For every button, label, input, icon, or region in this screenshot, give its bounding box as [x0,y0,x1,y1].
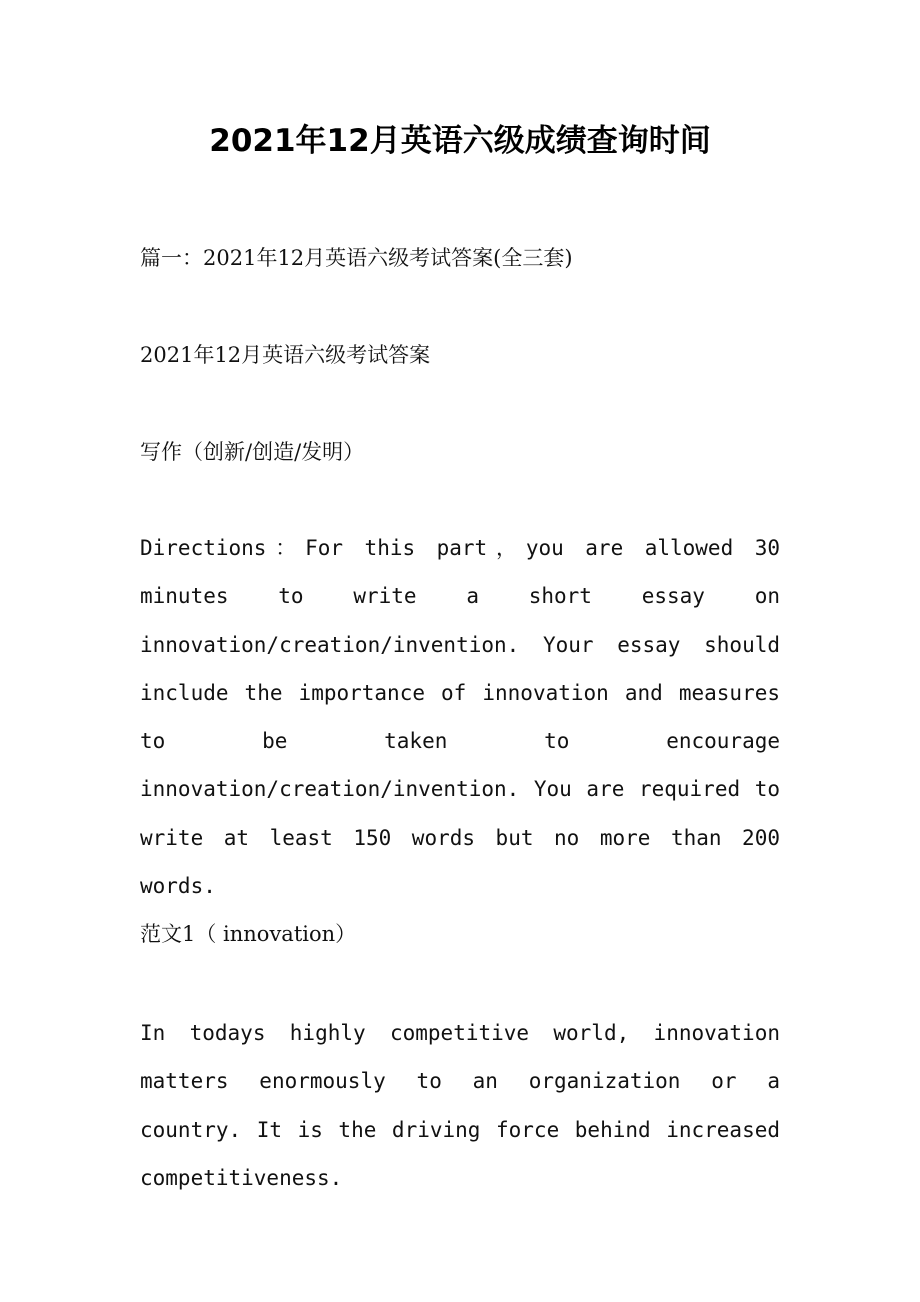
sample-essay-heading: 范文1（ innovation） [140,922,357,946]
answers-subheading: 2021年12月英语六级考试答案 [140,343,431,367]
document-title: 2021年12月英语六级成绩查询时间 [209,123,711,159]
section-heading: 篇一：2021年12月英语六级考试答案(全三套) [140,246,573,270]
sample-essay-paragraph: In todays highly competitive world, innovation matters enormously to an organization or a country. It is the driving force behind increased competitiveness. [140,1021,780,1190]
directions-paragraph: Directions：For this part，you are allowed 30 minutes to write a short essay on innovation/creation/invention. Your essay should include the importance of innovation and measures to be taken to encourage innovation/creation/invention. You are required to write at least 150 words but no more than 200 words. [140,536,780,899]
writing-heading: 写作（创新/创造/发明） [140,440,365,464]
